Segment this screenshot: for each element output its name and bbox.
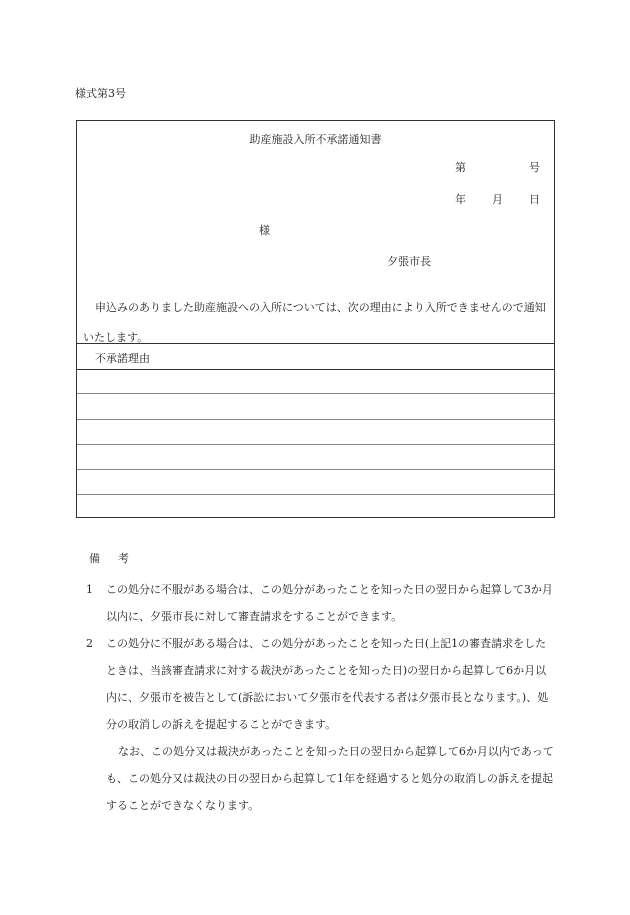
remark-number: 1 [86, 583, 93, 596]
reason-line [77, 419, 554, 420]
form-number: 様式第3号 [75, 87, 126, 100]
reason-line [77, 494, 554, 495]
date-year: 年 [455, 193, 466, 206]
reason-line [77, 393, 554, 394]
remarks-section [86, 545, 556, 819]
reason-line [77, 444, 554, 445]
reason-label: 不承諾理由 [95, 352, 150, 365]
remark-text: この処分に不服がある場合は、この処分があったことを知った日(上記1の審査請求をしたときは、当該審査請求に対する裁決があったことを知った日)の翌日から起算して6か月以内に、夕張市を被告として(訴訟において夕張市を代表する者は夕張市長となります。)、処分の取消しの訴えを提起することができます。 [106, 637, 549, 731]
remarks-heading: 備考 [89, 552, 147, 565]
remark-item [86, 630, 556, 738]
doc-number-dai: 第 [455, 161, 466, 174]
remark-number: 2 [86, 637, 93, 650]
date-day: 日 [529, 193, 540, 206]
remark-item [86, 576, 556, 630]
section-divider [77, 343, 554, 344]
section-divider [77, 369, 554, 370]
notice-form [76, 120, 555, 518]
reason-line [77, 469, 554, 470]
doc-number-go: 号 [529, 161, 540, 174]
issuer: 夕張市長 [387, 255, 431, 268]
date-month: 月 [492, 193, 503, 206]
remark-text: この処分に不服がある場合は、この処分があったことを知った日の翌日から起算して3か月以内に、夕張市長に対して審査請求をすることができます。 [106, 583, 553, 623]
notice-body: 申込みのありました助産施設への入所については、次の理由により入所できませんので通知いたします。 [83, 301, 546, 344]
addressee-suffix: 様 [259, 224, 270, 237]
document-title: 助産施設入所不承諾通知書 [249, 133, 382, 146]
remark-note: なお、この処分又は裁決があったことを知った日の翌日から起算して6か月以内であっても、この処分又は裁決の日の翌日から起算して1年を経過すると処分の取消しの訴えを提起することができなくなります。 [106, 745, 554, 812]
